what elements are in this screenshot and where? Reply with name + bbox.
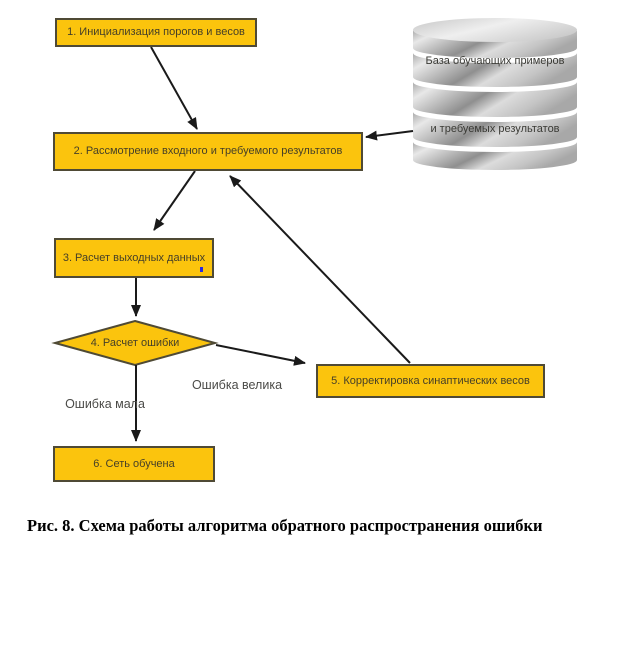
node-consider-input-output: 2. Рассмотрение входного и требуемого результатов <box>53 132 363 171</box>
node-compute-output: 3. Расчет выходных данных <box>54 238 214 278</box>
database-cylinder-icon <box>413 18 577 170</box>
arrow-decision-to-step5 <box>216 345 305 363</box>
arrow-step2-to-step3 <box>154 171 195 230</box>
node-correct-synaptic-weights: 5. Корректировка синаптических весов <box>316 364 545 398</box>
node-error-decision-label: 4. Расчет ошибки <box>90 337 180 349</box>
edge-label-error-large: Ошибка велика <box>191 378 283 392</box>
arrow-db-to-step2 <box>366 131 413 137</box>
stray-cursor-mark <box>200 267 203 272</box>
edge-label-error-small: Ошибка мала <box>65 397 145 411</box>
node-initialize-weights: 1. Инициализация порогов и весов <box>55 18 257 47</box>
figure-caption: Рис. 8. Схема работы алгоритма обратного распространения ошибки <box>27 516 543 535</box>
database-label-line1: База обучающих примеров <box>425 54 565 67</box>
database-label-line2: и требуемых результатов <box>430 122 560 135</box>
arrow-step5-to-step2 <box>230 176 410 363</box>
arrow-init-to-step2 <box>151 47 197 129</box>
node-network-trained: 6. Сеть обучена <box>53 446 215 482</box>
